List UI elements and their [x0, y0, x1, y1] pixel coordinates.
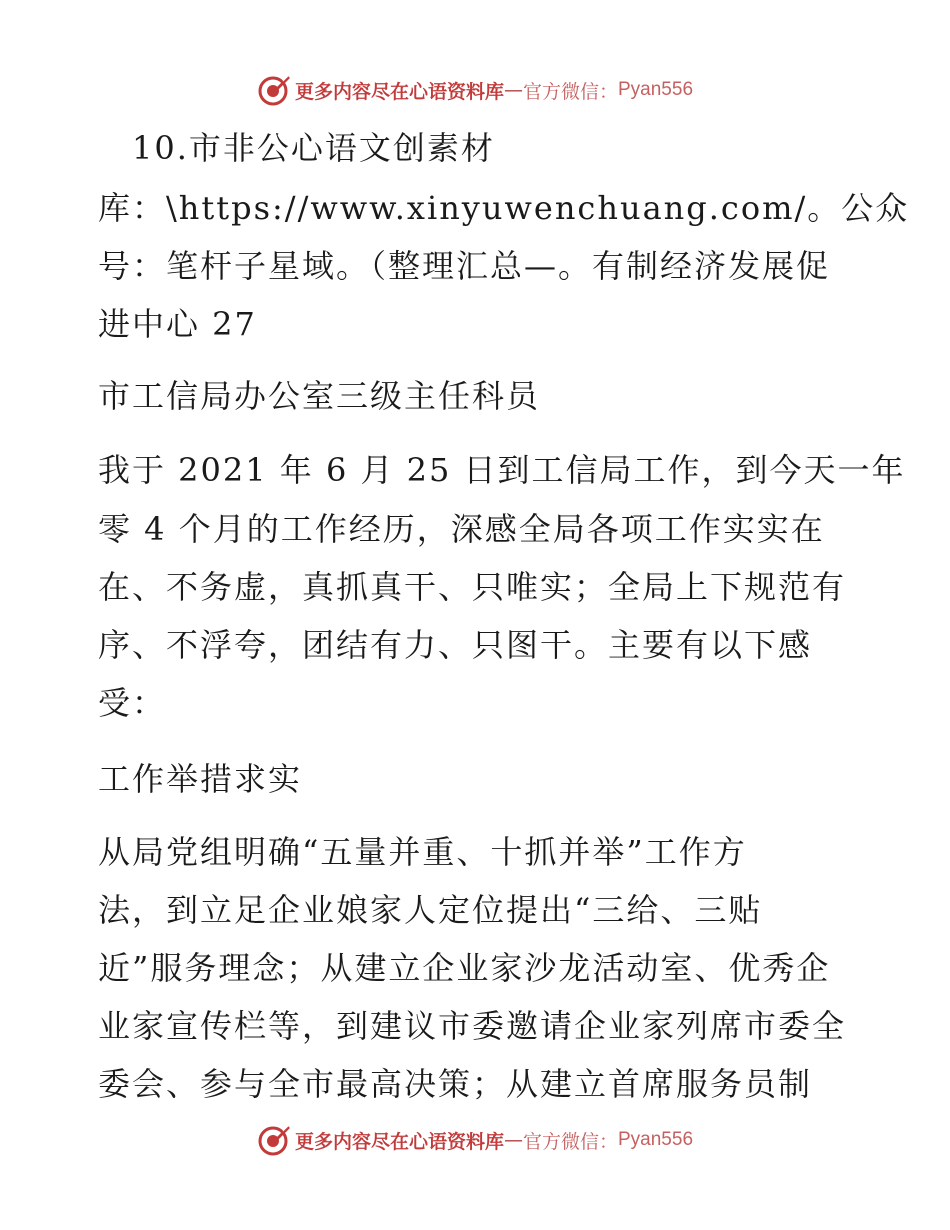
section-heading: 市工信局办公室三级主任科员 [98, 377, 541, 415]
body-line: 法，到立足企业娘家人定位提出“三给、三贴 [98, 891, 763, 929]
body-line: 进中心 27 [98, 305, 257, 343]
section-heading: 工作举措求实 [98, 760, 303, 798]
body-line: 零 4 个月的工作经历，深感全局各项工作实实在 [98, 510, 825, 548]
header-watermark [0, 70, 950, 110]
watermark-contact-label: 官方微信： [522, 80, 618, 103]
body-line: 受： [98, 684, 167, 722]
body-line: 委会、参与全市最高决策；从建立首席服务员制 [98, 1065, 813, 1103]
body-line: 在、不务虚，真抓真干、只唯实；全局上下规范有 [98, 568, 847, 606]
body-line: 从局党组明确“五量并重、十抓并举”工作方 [98, 833, 747, 871]
pen-logo-icon [257, 73, 291, 107]
watermark-separator: — [503, 1129, 523, 1151]
body-line: 10.市非公心语文创素材 [98, 129, 495, 167]
watermark-wechat-id: Pyan556 [618, 1129, 694, 1150]
footer-watermark [0, 1120, 950, 1160]
watermark-brand-text: 更多内容尽在心语资料库 [294, 80, 504, 103]
watermark-contact-label: 官方微信： [522, 1130, 618, 1153]
body-line: 序、不浮夸，团结有力、只图干。主要有以下感 [98, 626, 813, 664]
watermark-wechat-id: Pyan556 [618, 79, 694, 100]
pen-logo-icon [257, 1123, 291, 1157]
body-line: 库：\https://www.xinyuwenchuang.com/。公众 [98, 189, 910, 227]
body-line: 业家宣传栏等，到建议市委邀请企业家列席市委全 [98, 1007, 847, 1045]
body-line: 近”服务理念；从建立企业家沙龙活动室、优秀企 [98, 949, 831, 987]
body-line: 我于 2021 年 6 月 25 日到工信局工作，到今天一年 [98, 451, 906, 489]
watermark-brand-text: 更多内容尽在心语资料库 [294, 1130, 504, 1153]
watermark-separator: — [503, 79, 523, 101]
body-line: 号：笔杆子星域。（整理汇总—。有制经济发展促 [98, 247, 831, 285]
